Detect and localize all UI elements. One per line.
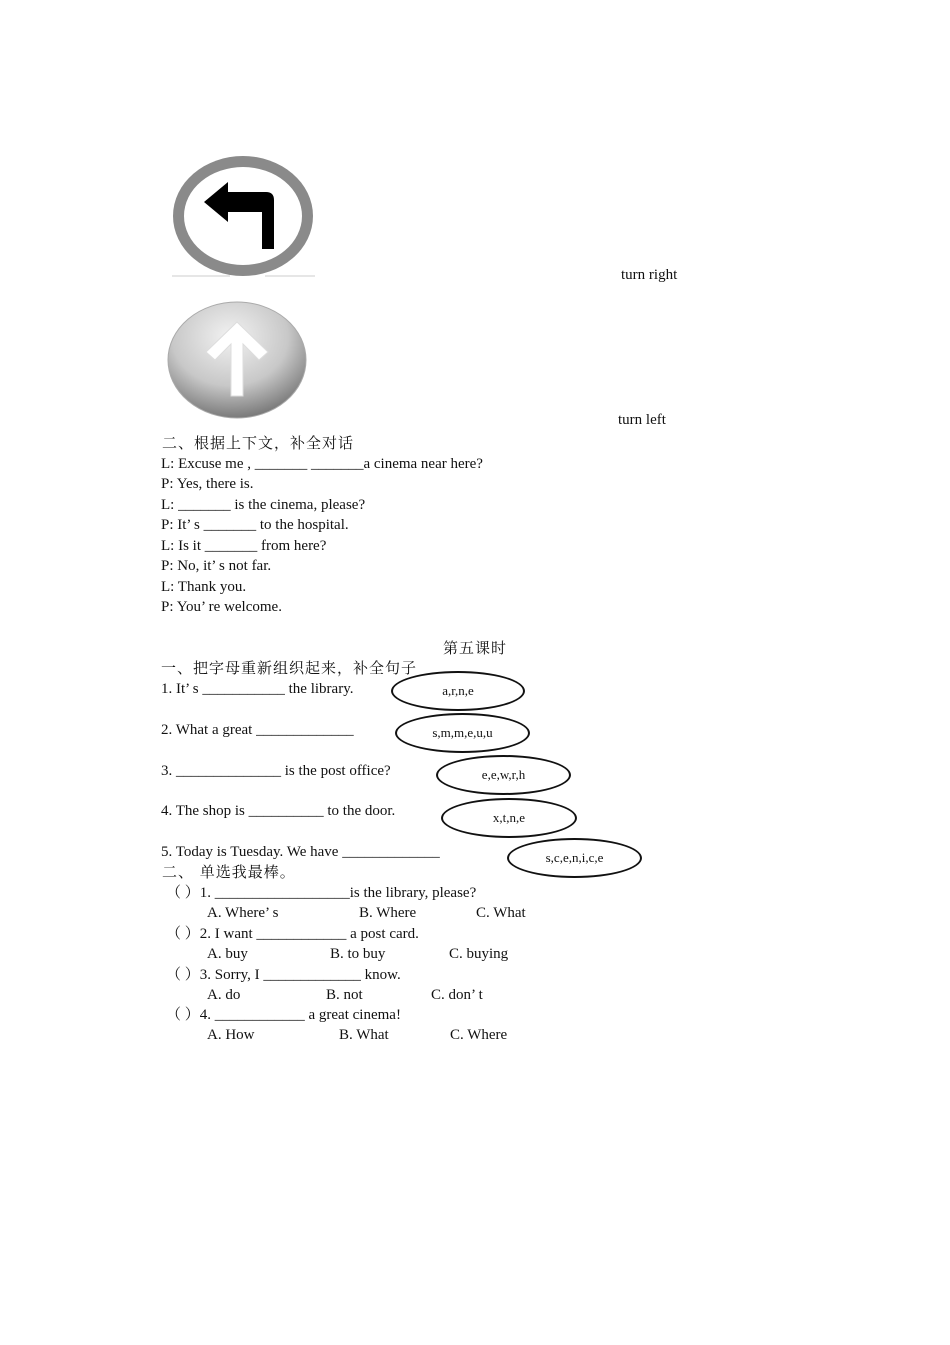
dialogue-line: L: Is it _______ from here? (161, 538, 327, 554)
mc-option: A. How (207, 1027, 255, 1043)
mc-question-3: （ ）3. Sorry, I _____________ know. (166, 967, 401, 983)
dialogue-line: P: It’ s _______ to the hospital. (161, 517, 349, 533)
sign-caption-1: turn right (621, 267, 678, 283)
letters-oval-4: x,t,n,e (441, 798, 577, 838)
go-straight-sign-icon (166, 300, 308, 420)
letters-oval-1: a,r,n,e (391, 671, 525, 711)
letters-oval-2: s,m,m,e,u,u (395, 713, 530, 753)
turn-left-sign-icon (170, 154, 318, 280)
mc-option: C. Where (450, 1027, 508, 1043)
unscramble-item-3: 3. ______________ is the post office? (161, 763, 391, 779)
unscramble-item-4: 4. The shop is __________ to the door. (161, 803, 396, 819)
mc-option: B. not (326, 987, 363, 1003)
mc-question-2: （ ）2. I want ____________ a post card. (166, 926, 419, 942)
mc-option: A. buy (207, 946, 248, 962)
mc-option: A. do (207, 987, 241, 1003)
part2-heading: 二、 单选我最棒。 (162, 863, 296, 881)
letters-oval-3: e,e,w,r,h (436, 755, 571, 795)
turn-left-sign (170, 154, 318, 280)
unscramble-item-2: 2. What a great _____________ (161, 722, 354, 738)
unscramble-item-1: 1. It’ s ___________ the library. (161, 681, 354, 697)
dialogue-line: P: You’ re welcome. (161, 599, 282, 615)
letters-oval-5: s,c,e,n,i,c,e (507, 838, 642, 878)
mc-question-1: （ ）1. __________________is the library, please? (166, 885, 477, 901)
mc-option: B. Where (359, 905, 417, 921)
mc-option: C. buying (449, 946, 509, 962)
mc-option: A. Where’ s (207, 905, 279, 921)
lesson-title: 第五课时 (443, 639, 508, 657)
mc-question-4: （ ）4. ____________ a great cinema! (166, 1007, 401, 1023)
mc-option: C. What (476, 905, 526, 921)
part1-heading: 一、把字母重新组织起来，补全句子 (161, 659, 418, 677)
dialogue-line: L: Thank you. (161, 579, 247, 595)
mc-option: B. to buy (330, 946, 386, 962)
section2-heading: 二、根据上下文，补全对话 (162, 434, 355, 452)
go-straight-sign (166, 300, 308, 420)
mc-option: B. What (339, 1027, 389, 1043)
dialogue-line: P: Yes, there is. (161, 476, 254, 492)
dialogue-line: P: No, it’ s not far. (161, 558, 272, 574)
mc-option: C. don’ t (431, 987, 483, 1003)
dialogue-line: L: Excuse me , _______ _______a cinema near here? (161, 456, 483, 472)
sign-caption-2: turn left (618, 412, 666, 428)
unscramble-item-5: 5. Today is Tuesday. We have _____________ (161, 844, 440, 860)
dialogue-line: L: _______ is the cinema, please? (161, 497, 366, 513)
